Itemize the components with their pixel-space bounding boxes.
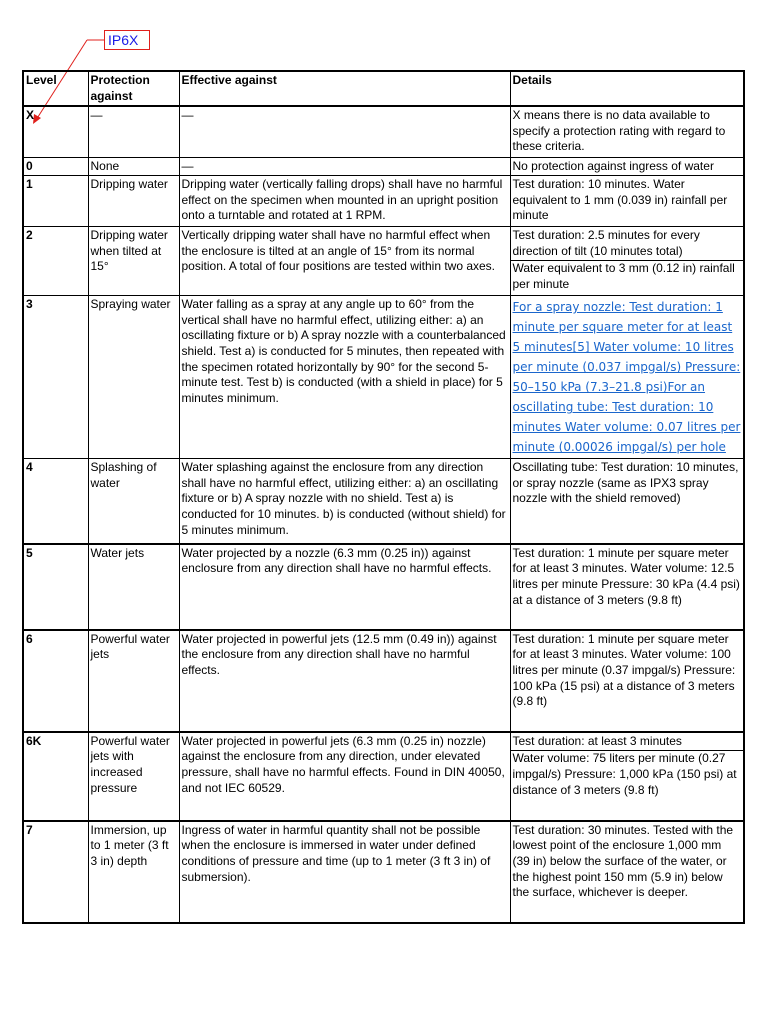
- table-row: [23, 296, 744, 459]
- protection-cell: —: [88, 106, 179, 157]
- protection-cell: Powerful water jets: [88, 630, 179, 732]
- protection-cell: Spraying water: [88, 296, 179, 459]
- header-details: Details: [510, 71, 744, 106]
- effective-cell: Water projected by a nozzle (6.3 mm (0.25 in)) against enclosure from any direction shall have no harmful effects.: [179, 544, 510, 630]
- protection-cell: Dripping water: [88, 176, 179, 227]
- details-cell: Test duration: 1 minute per square meter for at least 3 minutes. Water volume: 12.5 litres per minute Pressure: 30 kPa (4.4 psi) at a distance of 3 meters (9.8 ft): [510, 544, 744, 630]
- details-bottom: Water volume: 75 liters per minute (0.27 impgal/s) Pressure: 1,000 kPa (150 psi) at distance of 3 meters (9.8 ft): [512, 751, 737, 797]
- level-cell: 0: [23, 157, 88, 176]
- effective-cell: Water projected in powerful jets (6.3 mm (0.25 in) nozzle) against the enclosure from any direction, under elevated pressure, shall have no harmful effects. Found in DIN 40050, and not IEC 60529.: [179, 732, 510, 821]
- ip-rating-table: [22, 70, 745, 924]
- details-cell: Test duration: 30 minutes. Tested with the lowest point of the enclosure 1,000 mm (39 in) below the surface of the water, or the highest point 150 mm (5.9 in) below the surface, whichever is deeper.: [510, 821, 744, 923]
- protection-cell: None: [88, 157, 179, 176]
- level-cell: 6: [23, 630, 88, 732]
- header-protection: Protection against: [88, 71, 179, 106]
- table-row: [23, 106, 744, 157]
- table-header-row: [23, 71, 744, 106]
- effective-cell: —: [179, 157, 510, 176]
- level-cell: 1: [23, 176, 88, 227]
- details-cell: Test duration: 10 minutes. Water equivalent to 1 mm (0.039 in) rainfall per minute: [510, 176, 744, 227]
- details-cell: No protection against ingress of water: [510, 157, 744, 176]
- level-cell: 5: [23, 544, 88, 630]
- table-row: [23, 459, 744, 544]
- table-row: [23, 176, 744, 227]
- effective-cell: Water falling as a spray at any angle up to 60° from the vertical shall have no harmful effect, utilizing either: a) an oscillating fixture or b) A spray nozzle with a counterbalanced shield. Test a) is conducted for 5 minutes, then repeated with the specimen rotated horizontally by 90° for the second 5-minute test. Test b) is conducted (with a shield in place) for 5 minutes minimum.: [179, 296, 510, 459]
- details-cell: [510, 732, 744, 821]
- header-level: Level: [23, 71, 88, 106]
- spray-nozzle-details-link[interactable]: For a spray nozzle: Test duration: 1 minute per square meter for at least 5 minutes[5] Water volume: 10 litres per minute (0.037 impgal/s) Pressure: 50–150 kPa (7.3–21.8 psi)For an oscillating tube: Test duration: 10 minutes Water volume: 0.07 litres per minute (0.00026 impgal/s) per hole: [512, 300, 741, 455]
- table-row: [23, 821, 744, 923]
- level-cell: 7: [23, 821, 88, 923]
- details-cell: X means there is no data available to specify a protection rating with regard to these criteria.: [510, 106, 744, 157]
- table-row: [23, 544, 744, 630]
- effective-cell: —: [179, 106, 510, 157]
- level-cell: 6K: [23, 732, 88, 821]
- table-row: [23, 732, 744, 821]
- protection-cell: Immersion, up to 1 meter (3 ft 3 in) depth: [88, 821, 179, 923]
- protection-cell: Dripping water when tilted at 15°: [88, 227, 179, 296]
- details-cell: [510, 296, 744, 459]
- effective-cell: Water splashing against the enclosure from any direction shall have no harmful effect, utilizing either: a) an oscillating fixture or b) A spray nozzle with no shield. Test a) is conducted for 10 minutes. b) is conducted (without shield) for 5 minutes minimum.: [179, 459, 510, 544]
- table-row: [23, 227, 744, 296]
- effective-cell: Dripping water (vertically falling drops) shall have no harmful effect on the specimen when mounted in an upright position onto a turntable and rotated at 1 RPM.: [179, 176, 510, 227]
- details-top: Test duration: at least 3 minutes: [511, 734, 744, 752]
- level-cell: 3: [23, 296, 88, 459]
- details-cell: Oscillating tube: Test duration: 10 minutes, or spray nozzle (same as IPX3 spray nozzle with the shield removed): [510, 459, 744, 544]
- details-cell: Test duration: 1 minute per square meter for at least 3 minutes. Water volume: 100 litres per minute (0.37 impgal/s) Pressure: 100 kPa (15 psi) at a distance of 3 meters (9.8 ft): [510, 630, 744, 732]
- table-row: [23, 630, 744, 732]
- effective-cell: Water projected in powerful jets (12.5 mm (0.49 in)) against the enclosure from any direction shall have no harmful effects.: [179, 630, 510, 732]
- header-effective: Effective against: [179, 71, 510, 106]
- level-cell: X: [23, 106, 88, 157]
- details-cell: [510, 227, 744, 296]
- details-bottom: Water equivalent to 3 mm (0.12 in) rainfall per minute: [512, 261, 735, 292]
- effective-cell: Ingress of water in harmful quantity shall not be possible when the enclosure is immersed in water under defined conditions of pressure and time (up to 1 meter (3 ft 3 in) of submersion).: [179, 821, 510, 923]
- protection-cell: Splashing of water: [88, 459, 179, 544]
- protection-cell: Powerful water jets with increased pressure: [88, 732, 179, 821]
- effective-cell: Vertically dripping water shall have no harmful effect when the enclosure is tilted at an angle of 15° from its normal position. A total of four positions are tested within two axes.: [179, 227, 510, 296]
- protection-cell: Water jets: [88, 544, 179, 630]
- level-cell: 4: [23, 459, 88, 544]
- level-cell: 2: [23, 227, 88, 296]
- table-row: [23, 157, 744, 176]
- ip6x-annotation-label: IP6X: [104, 30, 150, 50]
- details-top: Test duration: 2.5 minutes for every direction of tilt (10 minutes total): [511, 228, 744, 261]
